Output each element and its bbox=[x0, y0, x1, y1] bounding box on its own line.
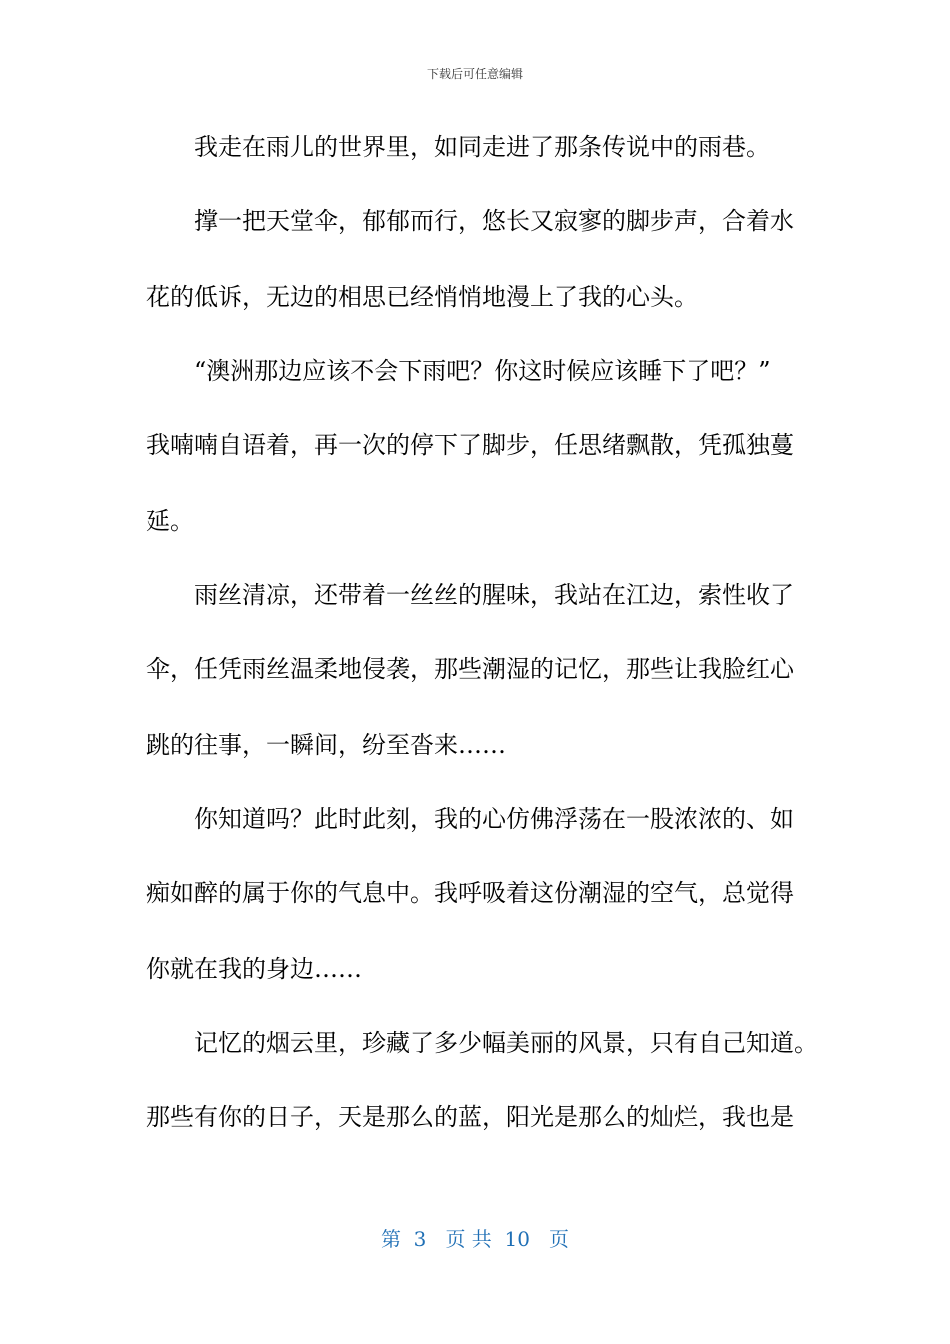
text-line: 我喃喃自语着，再一次的停下了脚步，任思绪飘散，凭孤独蔓 bbox=[146, 431, 794, 459]
text-line: 伞，任凭雨丝温柔地侵袭，那些潮湿的记忆，那些让我脸红心 bbox=[146, 655, 794, 683]
text-line: 雨丝清凉，还带着一丝丝的腥味，我站在江边，索性收了 bbox=[146, 581, 794, 609]
text-line: 你知道吗？此时此刻，我的心仿佛浮荡在一股浓浓的、如 bbox=[146, 805, 794, 833]
text-line: “澳洲那边应该不会下雨吧？你这时候应该睡下了吧？” bbox=[146, 357, 771, 385]
text-line: 我走在雨儿的世界里，如同走进了那条传说中的雨巷。 bbox=[146, 133, 770, 161]
page-number-footer: 第 3 页 共 10 页 bbox=[380, 1227, 570, 1251]
text-line: 那些有你的日子，天是那么的蓝，阳光是那么的灿烂，我也是 bbox=[146, 1103, 794, 1131]
text-line: 你就在我的身边…… bbox=[146, 955, 362, 983]
text-line: 撑一把天堂伞，郁郁而行，悠长又寂寥的脚步声，合着水 bbox=[146, 207, 794, 235]
text-line: 记忆的烟云里，珍藏了多少幅美丽的风景，只有自己知道。 bbox=[146, 1029, 818, 1057]
text-line: 痴如醉的属于你的气息中。我呼吸着这份潮湿的空气，总觉得 bbox=[146, 879, 794, 907]
page-header: 下载后可任意编辑 bbox=[426, 67, 523, 81]
text-line: 花的低诉，无边的相思已经悄悄地漫上了我的心头。 bbox=[146, 283, 698, 311]
text-line: 跳的往事，一瞬间，纷至沓来…… bbox=[146, 731, 506, 759]
text-line: 延。 bbox=[146, 507, 194, 535]
